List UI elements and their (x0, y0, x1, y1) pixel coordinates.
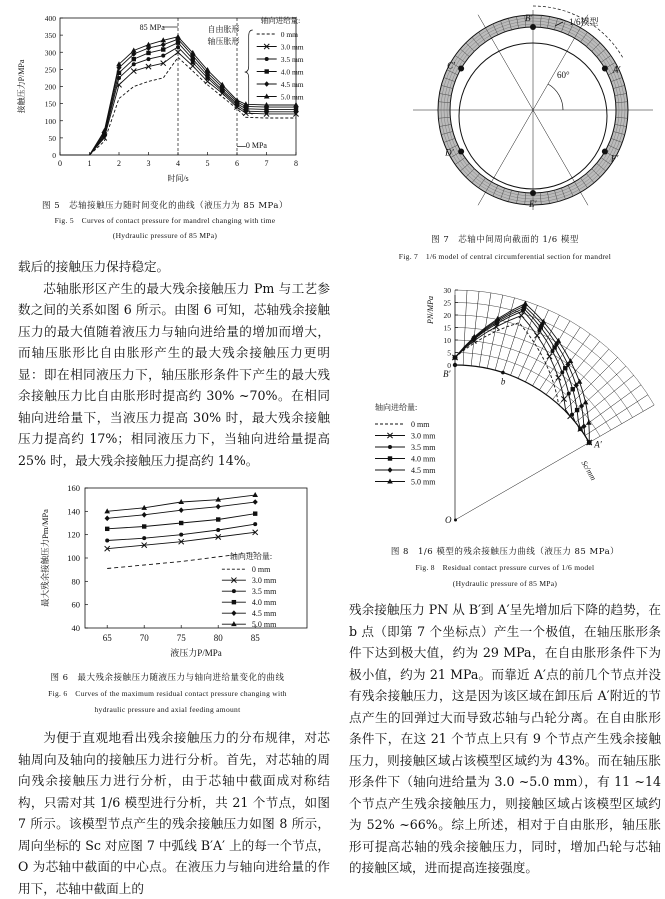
fig5-caption-en2: (Hydraulic pressure of 85 MPa) (112, 231, 218, 240)
fig6-series-line (107, 524, 255, 540)
fig6-ytick-label: 160 (67, 483, 80, 493)
fig6-point (179, 507, 184, 513)
fig6-xtick-label: 85 (250, 633, 260, 643)
fig6-point (105, 539, 109, 543)
left-text-top (18, 256, 330, 471)
fig6-ytick-label: 140 (67, 506, 80, 517)
fig5-ytick-label: 350 (44, 31, 56, 41)
fig6-legend-marker (232, 600, 236, 604)
fig6-point (142, 536, 146, 540)
fig7-node-label: E′ (529, 199, 537, 209)
fig6-point (216, 504, 221, 510)
fig8-label-b: b (500, 376, 506, 387)
fig6-ytick-label: 60 (71, 599, 80, 610)
fig7-caption-cn: 图 7 芯轴中间周向截面的 1/6 模型 (431, 235, 579, 245)
fig7-node (602, 149, 608, 155)
fig7-node (458, 149, 464, 155)
fig8-ytick-label: 20 (443, 311, 451, 320)
left-text-bottom (18, 727, 330, 899)
para-2: 为便于直观地看出残余接触压力的分布规律，对芯轴周向及轴向的接触压力进行分析。首先，对芯轴的周向残余接触压力进行分析，由于芯轴中截面成对称结构，只需对其 1/6 模型进行分析，共 21 个节点，如图 7 所示。该模型节点产生的残余接触压力如图 8 所示，周向坐标的 Sc 对应图 7 中弧线 B′A′ 上的每一个节点，O 为芯轴中截面的中心点。在液压力与轴向进给量的作用下，芯轴中截面上的 (18, 730, 330, 896)
para-0: 载后的接触压力保持稳定。 (18, 259, 170, 274)
fig5-point (146, 51, 150, 55)
fig5-legend-marker (265, 69, 269, 73)
fig7-node-label: A′ (612, 64, 621, 75)
fig6-caption-en2: hydraulic pressure and axial feeding amount (94, 705, 241, 714)
fig6-point (179, 533, 183, 537)
fig6-point (252, 492, 258, 497)
fig5-point (132, 57, 136, 61)
fig5-point (131, 68, 136, 73)
fig5-caption-cn: 图 5 芯轴接触压力随时间变化的曲线（液压力为 85 MPa） (42, 201, 288, 211)
fig7-node (530, 24, 536, 30)
fig5-xtick-label: 8 (294, 159, 298, 168)
fig8-legend-label: 4.5 mm (411, 466, 436, 475)
fig8-point-bprime (453, 363, 457, 367)
fig7-node-label: B′ (525, 13, 533, 23)
fig6-xtick-label: 80 (213, 633, 223, 643)
fig8-point (556, 375, 561, 380)
fig6-point (179, 521, 183, 525)
fig8-ytick-label: 10 (443, 336, 451, 345)
fig8-ytick-label: 25 (443, 298, 451, 308)
fig5-point (176, 45, 180, 49)
fig5-point (161, 54, 165, 58)
fig8-point-b (501, 371, 505, 375)
fig7-node-label: D′ (445, 147, 454, 158)
fig8-caption-en2: (Hydraulic pressure of 85 MPa) (452, 579, 558, 588)
fig8-series-line (455, 304, 589, 443)
fig8-point (583, 399, 589, 404)
fig8-ytick-label: 15 (443, 323, 451, 333)
fig8-point-o (454, 519, 457, 522)
fig5-annot-85: 85 MPa (139, 23, 165, 32)
fig8-chart (360, 285, 660, 535)
fig8-caption-en: Fig. 8 Residual contact pressure curves of 1/6 model (415, 563, 595, 572)
fig8-point (547, 354, 552, 359)
fig5-xtick-label: 4 (176, 159, 180, 168)
fig8-oa-line (455, 443, 589, 521)
fig6-point (253, 499, 258, 505)
fig6-xtick-label: 70 (139, 633, 149, 643)
fig6-ytick-label: 40 (71, 623, 80, 633)
fig7-node (530, 190, 536, 196)
fig5-annot-axial: 轴压胀形 (207, 37, 240, 46)
fig6-legend-label: 3.5 mm (251, 587, 277, 597)
fig5-point (161, 42, 166, 48)
fig8-point (563, 366, 567, 370)
fig8-point (570, 413, 574, 417)
fig8-point (551, 349, 555, 353)
fig6-ylabel: 最大残余接触压力Pm/MPa (40, 509, 50, 607)
fig8-mesh-arc (455, 353, 600, 437)
fig8-legend-marker (387, 467, 392, 473)
fig6-xtick-label: 75 (176, 633, 186, 643)
fig6-legend-label: 0 mm (251, 565, 271, 575)
fig7-caption-en: Fig. 7 1/6 model of central circumferential section for mandrel (398, 252, 612, 261)
fig5-xtick-label: 6 (235, 159, 239, 168)
fig8-point (519, 313, 524, 318)
fig6-legend-marker (232, 589, 236, 593)
fig7-node-label: C′ (447, 60, 456, 71)
fig6-legend-label: 4.5 mm (251, 609, 277, 619)
fig8-legend-label: 0 mm (411, 420, 430, 429)
fig5-legend-marker (264, 94, 270, 99)
para-3: 残余接触压力 PN 从 B′到 A′呈先增加后下降的趋势，在 b 点（即第 7 个坐标点）产生一个极值，在轴压胀形条件下达到极大值，约为 29 MPa，在自由胀形条件下为极小值，约为 21 MPa。而靠近 A′点的前几个节点并没有残余接触压力，这是因为该区域在卸压后 A′附近的节点产生的回弹过大而导致芯轴与凸轮分离。在自由胀形条件下，在这 21 个节点上只有 9 个节点产生残余接触压力，则接触区域占该模型区域约为 43%。而在轴压胀形条件下（轴向进给量为 3.0 ~5.0 mm），有 11 ~14 个节点产生残余接触压力，则接触区域占该模型区域约为 52% ~66%。综上所述，相对于自由胀形，轴压胀形可提高芯轴的残余接触压力，同时，增加凸轮与芯轴的接触区域，进而提高连接强度。 (349, 602, 661, 875)
fig8-legend-marker (388, 445, 392, 449)
fig8-point (560, 370, 564, 374)
fig6-xtick-label: 65 (102, 633, 112, 643)
fig5-ytick-label: 150 (44, 99, 56, 109)
fig6-point (105, 527, 109, 531)
fig8-legend-marker (388, 456, 392, 460)
fig5-legend-marker (264, 81, 269, 87)
fig5-legend-label: 5.0 mm (280, 92, 304, 102)
fig5-legend-label: 4.5 mm (280, 80, 304, 89)
fig8-point (567, 392, 571, 396)
fig8-label-aprime: A′ (594, 439, 602, 450)
fig6-point (142, 512, 147, 518)
fig5-point (161, 47, 165, 51)
fig7-diagram (390, 0, 660, 225)
fig5-xtick-label: 0 (58, 159, 62, 168)
fig5-series-line (60, 39, 296, 155)
fig5-ytick-label: 100 (44, 116, 56, 126)
fig5-xtick-label: 1 (87, 159, 92, 168)
fig5-xtick-label: 3 (146, 159, 151, 168)
fig8-legend-label: 4.0 mm (411, 454, 436, 464)
fig8-point (571, 387, 575, 391)
fig6-legend-marker (231, 610, 236, 616)
fig6-legend-label: 3.0 mm (251, 576, 277, 586)
fig5-point (175, 34, 181, 39)
fig5-legend-marker (265, 57, 269, 61)
fig6-point (253, 511, 257, 515)
fig8-point (575, 408, 579, 412)
fig6-xlabel: 液压力P/MPa (170, 648, 222, 658)
fig5-chart (0, 0, 330, 200)
fig8-label-bprime: B′ (443, 369, 451, 379)
fig6-ytick-label: 100 (67, 553, 80, 563)
fig6-legend-marker (231, 621, 237, 626)
fig5-legend-label: 3.5 mm (280, 55, 304, 64)
fig8-caption-cn: 图 8 1/6 模型的残余接触压力曲线（液压力 85 MPa） (390, 547, 620, 557)
para-1: 芯轴胀形区产生的最大残余接触压力 Pm 与工艺参数之间的关系如图 6 所示。由图 6 可知，芯轴残余接触压力的最大值随着液压力与轴向进给量的增加而增大，而轴压胀形比自由胀形产生的最大残余接触压力更明显：即在相同液压力下，轴压胀形条件下产生的最大残余接触压力比自由胀形时提高约 30% ~70%。在相同轴向进给量下，当液压力提高 30% 时，最大残余接触压力提高约 17%；相同液压力下，当轴向进给量提高 25% 时，最大残余接触压力提高约 14%。 (18, 280, 330, 468)
fig5-xtick-label: 7 (264, 159, 269, 168)
fig5-point (147, 57, 151, 61)
fig5-ytick-label: 400 (44, 14, 56, 23)
fig8-point (586, 420, 592, 425)
fig6-point (216, 517, 220, 521)
fig8-ytick-label: 30 (443, 286, 451, 295)
fig6-point (105, 516, 110, 522)
fig7-node (458, 66, 464, 72)
fig7-model-label: 1/6模型 (569, 17, 599, 27)
fig6-legend-title: 轴向进给量: (229, 552, 273, 562)
fig5-legend-title: 轴向进给量: (260, 16, 301, 25)
fig5-xtick-label: 2 (117, 159, 121, 168)
fig7-node-label: F′ (610, 153, 619, 164)
fig8-ylabel: PN/MPa (426, 296, 435, 324)
fig5-ytick-label: 50 (48, 133, 56, 143)
fig8-label-s: Sc/mm (579, 459, 598, 482)
fig8-mesh (455, 290, 654, 443)
fig8-point (495, 316, 501, 321)
fig6-point (216, 528, 220, 532)
fig6-point (253, 522, 257, 526)
fig5-point (293, 102, 299, 107)
fig5-caption-en: Fig. 5 Curves of contact pressure for mandrel changing with time (54, 216, 276, 225)
fig5-xlabel: 时间/s (167, 174, 189, 183)
fig7-angle-arc (548, 84, 563, 110)
fig6-caption-cn: 图 6 最大残余接触压力随液压力与轴向进给量变化的曲线 (50, 673, 285, 683)
fig5-ytick-label: 200 (44, 82, 56, 92)
fig6-point (142, 524, 146, 528)
fig7-angle-label: 60° (557, 70, 570, 80)
fig5-legend-label: 3.0 mm (280, 42, 304, 52)
fig8-point (568, 358, 574, 363)
fig5-annot-0: 0 MPa (245, 141, 267, 151)
fig8-ytick-label: 5 (447, 348, 451, 358)
fig5-ytick-label: 0 (52, 151, 56, 160)
fig7-node (602, 66, 608, 72)
fig5-xtick-label: 5 (205, 159, 210, 168)
right-text (349, 599, 661, 879)
fig5-ytick-label: 300 (44, 48, 56, 58)
fig6-ytick-label: 80 (71, 576, 80, 587)
fig8-arc (455, 365, 589, 443)
fig6-caption-en: Fig. 6 Curves of the maximum residual contact pressure changing with (48, 689, 287, 698)
fig8-point (578, 427, 582, 431)
fig8-label-o: O (445, 515, 452, 525)
fig8-legend-marker (387, 479, 393, 484)
fig8-legend-label: 3.0 mm (411, 431, 436, 441)
fig5-legend-label: 0 mm (280, 30, 298, 39)
fig6-legend-label: 4.0 mm (251, 598, 277, 608)
fig5-annot-free: 自由胀形 (207, 25, 240, 34)
fig5-ytick-label: 250 (44, 65, 56, 75)
fig6-chart (15, 478, 335, 663)
fig8-ytick-label: 0 (447, 361, 451, 370)
fig8-legend-title: 轴向进给量: (375, 403, 418, 412)
fig5-point (132, 62, 136, 66)
fig6-ytick-label: 120 (67, 529, 80, 540)
fig8-point (535, 333, 540, 338)
fig6-legend-label: 5.0 mm (251, 620, 277, 630)
fig5-legend-label: 4.0 mm (280, 67, 304, 77)
fig8-legend-label: 5.0 mm (411, 477, 436, 487)
fig8-legend-label: 3.5 mm (411, 443, 436, 452)
fig5-ylabel: 接触压力P/MPa (17, 59, 26, 114)
